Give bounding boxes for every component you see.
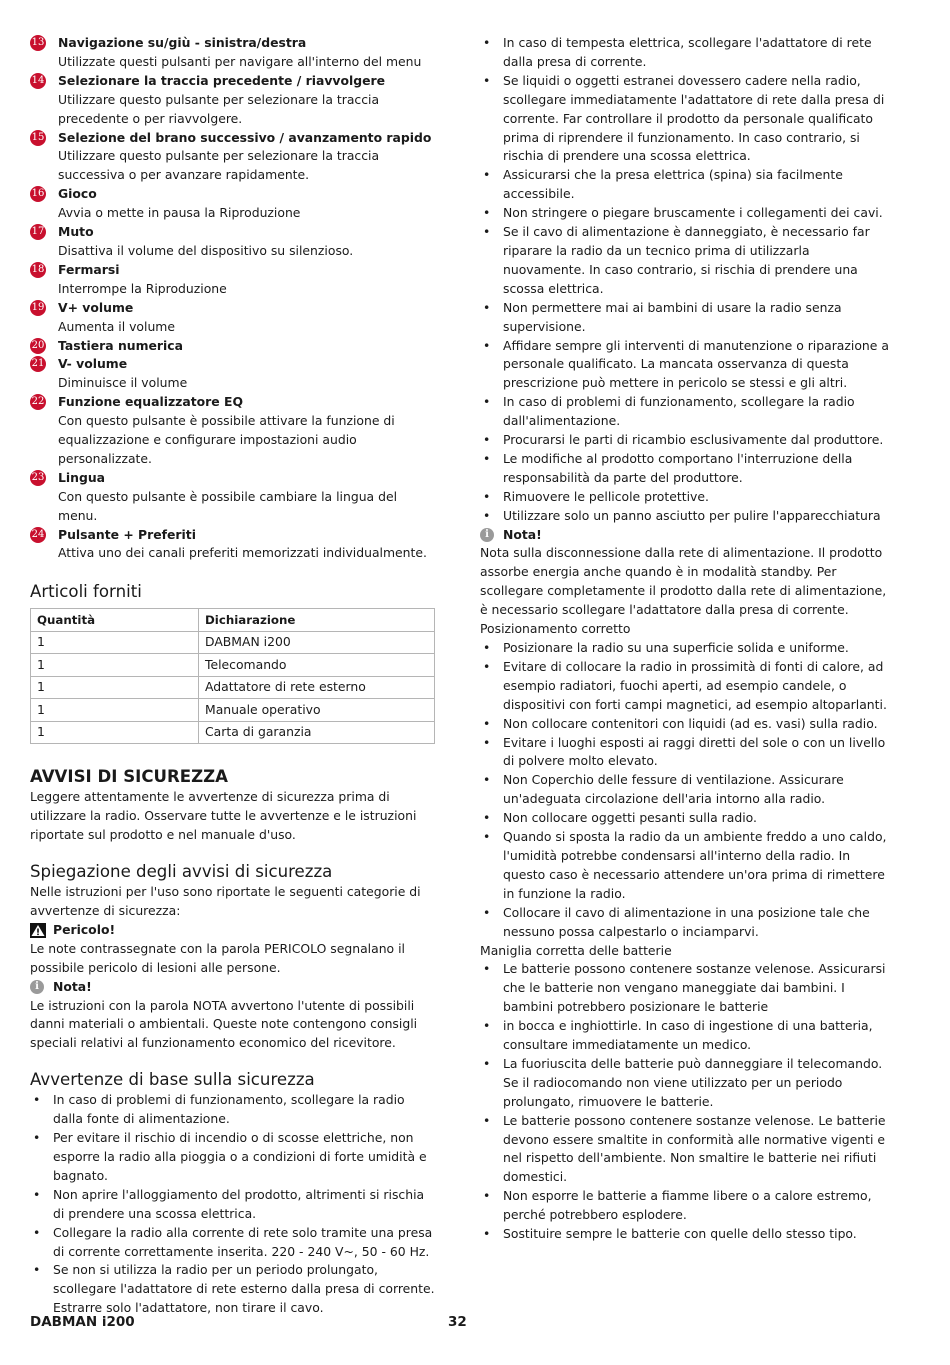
bullet-marker: •: [483, 450, 491, 466]
list-item: [480, 715, 890, 734]
positioning-title: Posizionamento corretto: [480, 621, 631, 637]
list-item-text: Affidare sempre gli interventi di manutenzione o riparazione a personale qualificato. La mancata osservanza di questa prescrizione può mettere in pericolo se stessi e gli altri.: [503, 337, 889, 391]
list-item-text: Rimuovere le pellicole protettive.: [503, 488, 709, 504]
list-item-text: Sostituire sempre le batterie con quelle dello stesso tipo.: [503, 1226, 857, 1242]
list-item: [480, 904, 890, 942]
note-text: Le istruzioni con la parola NOTA avvertono l'utente di possibili danni materiali o ambientali. Queste note contengono consigli speciali relativi al funzionamento economico del ricevitore.: [30, 997, 418, 1051]
danger-text: Le note contrassegnate con la parola PERICOLO segnalano il possibile pericolo di lesioni alle persone.: [30, 940, 405, 975]
footer-product: DABMAN i200: [30, 1314, 135, 1330]
button-item-title: Tastiera numerica: [58, 337, 183, 353]
button-item-title: Pulsante + Preferiti: [58, 526, 196, 542]
list-item: [480, 223, 890, 299]
list-item-text: Utilizzare solo un panno asciutto per pulire l'apparecchiatura: [503, 507, 881, 523]
bullet-marker: •: [483, 35, 491, 50]
number-badge: 19: [30, 300, 46, 316]
table-cell-quantity: 1: [31, 699, 199, 722]
bullet-marker: •: [483, 394, 491, 410]
button-item-description: Con questo pulsante è possibile cambiare la lingua del menu.: [58, 488, 398, 523]
button-item-title: Navigazione su/giù - sinistra/destra: [58, 35, 307, 50]
table-cell-quantity: 1: [31, 721, 199, 744]
info-icon: i: [30, 980, 44, 994]
bullet-marker: •: [483, 640, 491, 655]
button-item-description: Aumenta il volume: [58, 318, 175, 334]
list-item: [480, 337, 890, 394]
bullet-marker: •: [33, 1262, 41, 1278]
list-item-text: Per evitare il rischio di incendio o di scosse elettriche, non esporre la radio alla pioggia o a condizioni di forte umidità e bagnato.: [53, 1130, 427, 1183]
list-item: [30, 1129, 435, 1186]
bullet-marker: •: [33, 1092, 41, 1108]
bullet-marker: •: [33, 1186, 41, 1202]
articoli-heading: Articoli forniti: [30, 582, 142, 602]
list-item-text: Non Coperchio delle fessure di ventilazione. Assicurare un'adeguata circolazione dell'aria intorno alla radio.: [503, 772, 844, 807]
note-title-row: [30, 978, 435, 997]
button-item-title: V+ volume: [58, 299, 134, 315]
right-note-title: Nota!: [503, 526, 542, 542]
table-header-description: Dichiarazione: [199, 609, 435, 632]
number-badge: 15: [30, 130, 46, 146]
bullet-marker: •: [483, 224, 491, 240]
right-column: [480, 34, 890, 1244]
button-item-title: Lingua: [58, 469, 106, 485]
list-item: [480, 809, 890, 828]
list-item: [480, 771, 890, 809]
safety-bullets-list: [480, 34, 890, 526]
table-header-quantity: Quantità: [31, 609, 199, 632]
right-note-text: Nota sulla disconnessione dalla rete di alimentazione. Il prodotto assorbe energia anche quando è in modalità standby. Per scollegare completamente il prodotto dalla rete di alimentazione, è necessario scollegare l'adattatore dalla presa di corrente.: [480, 545, 887, 618]
button-item: [30, 469, 435, 526]
list-item: [30, 1224, 435, 1262]
list-item: [480, 734, 890, 772]
button-item-title: Fermarsi: [58, 261, 120, 277]
list-item-text: Le modifiche al prodotto comportano l'interruzione della responsabilità da parte del produttore.: [503, 450, 853, 485]
list-item: [480, 72, 890, 167]
bullet-marker: •: [483, 1112, 491, 1128]
list-item-text: Le batterie possono contenere sostanze velenose. Assicurarsi che le batterie non vengano maneggiate dai bambini. I bambini potrebbero posizionare le batterie: [503, 961, 886, 1015]
bullet-marker: •: [483, 299, 491, 315]
list-item-text: Non collocare contenitori con liquidi (ad es. vasi) sulla radio.: [503, 715, 878, 731]
danger-title-row: [30, 921, 435, 940]
number-badge: 17: [30, 224, 46, 240]
warning-triangle-icon: [30, 923, 46, 938]
spiegazione-heading: Spiegazione degli avvisi di sicurezza: [30, 862, 333, 882]
list-item: [480, 450, 890, 488]
list-item: [480, 639, 890, 658]
list-item-text: Evitare i luoghi esposti ai raggi diretti del sole o con un livello di polvere molto elevato.: [503, 734, 886, 769]
spiegazione-intro: Nelle istruzioni per l'uso sono riportate le seguenti categorie di avvertenze di sicurezza:: [30, 884, 421, 918]
bullet-marker: •: [33, 1224, 41, 1240]
bullet-marker: •: [483, 507, 491, 523]
button-item-description: Utilizzare questo pulsante per selezionare la traccia precedente o per riavvolgere.: [58, 91, 380, 126]
list-item: [480, 1112, 890, 1188]
number-badge: 18: [30, 262, 46, 278]
list-item: [480, 488, 890, 507]
danger-title: Pericolo!: [53, 921, 116, 937]
button-item-description: Utilizzate questi pulsanti per navigare all'interno del menu: [58, 53, 422, 69]
list-item: [480, 507, 890, 526]
list-item-text: Non stringere o piegare bruscamente i collegamenti dei cavi.: [503, 205, 883, 221]
button-item: [30, 129, 435, 186]
list-item-text: Se il cavo di alimentazione è danneggiato, è necessario far riparare la radio da un tecnico prima di utilizzarla nuovamente. In caso contrario, si rischia di prendere una scossa elettrica.: [503, 224, 870, 296]
number-badge: 24: [30, 527, 46, 543]
list-item-text: Collegare la radio alla corrente di rete solo tramite una presa di corrente correttamente inserita. 220 - 240 V~, 50 - 60 Hz.: [53, 1224, 433, 1259]
number-badge: 13: [30, 35, 46, 51]
button-item: [30, 526, 435, 564]
table-header-row: [31, 609, 435, 632]
list-item: [480, 299, 890, 337]
list-item-text: In caso di tempesta elettrica, scollegare l'adattatore di rete dalla presa di corrente.: [503, 35, 872, 69]
bullet-marker: •: [483, 904, 491, 920]
table-row: [31, 654, 435, 677]
articoli-table: [30, 608, 435, 744]
number-badge: 23: [30, 470, 46, 486]
list-item-text: Quando si sposta la radio da un ambiente freddo a uno caldo, l'umidità potrebbe condensarsi all'interno della radio. In questo caso è necessario attendere un'ora prima di rimettere in funzione la radio.: [503, 829, 887, 901]
bullet-marker: •: [483, 715, 491, 731]
button-item-description: Attiva uno dei canali preferiti memorizzati individualmente.: [58, 545, 427, 561]
bullet-marker: •: [483, 734, 491, 750]
button-item-title: V- volume: [58, 356, 128, 372]
button-item-title: Selezione del brano successivo / avanzamento rapido: [58, 129, 432, 145]
number-badge: 16: [30, 186, 46, 202]
number-badge: 22: [30, 394, 46, 410]
button-item: [30, 34, 435, 72]
number-badge: 20: [30, 338, 46, 354]
bullet-marker: •: [483, 1018, 491, 1034]
list-item: [480, 1225, 890, 1244]
button-item: [30, 355, 435, 393]
battery-list: [480, 960, 890, 1244]
list-item-text: La fuoriuscita delle batterie può danneggiare il telecomando. Se il radiocomando non viene utilizzato per un periodo prolungato, rimuovere le batterie.: [503, 1055, 883, 1109]
avvisi-text: Leggere attentamente le avvertenze di sicurezza prima di utilizzare la radio. Osservare tutte le avvertenze e le istruzioni riportate sul prodotto e nel manuale d'uso.: [30, 789, 417, 843]
button-item-title: Gioco: [58, 186, 97, 202]
table-cell-description: Adattatore di rete esterno: [199, 676, 435, 699]
button-item: [30, 337, 435, 356]
table-cell-quantity: 1: [31, 654, 199, 677]
button-item: [30, 299, 435, 337]
list-item-text: Non esporre le batterie a fiamme libere o a calore estremo, perché potrebbero esplodere.: [503, 1188, 872, 1223]
button-item: [30, 223, 435, 261]
button-item-title: Selezionare la traccia precedente / riavvolgere: [58, 72, 386, 88]
button-item-title: Funzione equalizzatore EQ: [58, 394, 243, 410]
list-item: [480, 828, 890, 904]
list-item: [480, 1017, 890, 1055]
list-item: [480, 1055, 890, 1112]
list-item-text: Non permettere mai ai bambini di usare la radio senza supervisione.: [503, 299, 842, 334]
bullet-marker: •: [483, 961, 491, 977]
bullet-marker: •: [483, 772, 491, 788]
positioning-list: [480, 639, 890, 942]
button-item: [30, 72, 435, 129]
list-item: [480, 431, 890, 450]
bullet-marker: •: [483, 658, 491, 674]
list-item: [30, 1091, 435, 1129]
bullet-marker: •: [483, 488, 491, 504]
number-badge: 21: [30, 356, 46, 372]
button-item-description: Con questo pulsante è possibile attivare la funzione di equalizzazione e configurare impostazioni audio personalizzate.: [58, 413, 395, 466]
button-item-description: Interrompe la Riproduzione: [58, 280, 227, 296]
button-item-description: Avvia o mette in pausa la Riproduzione: [58, 205, 301, 221]
list-item: [30, 1261, 435, 1318]
button-item-description: Utilizzare questo pulsante per selezionare la traccia successiva o per avanzare rapidamente.: [58, 148, 380, 183]
list-item: [30, 1186, 435, 1224]
bullet-marker: •: [33, 1130, 41, 1146]
table-cell-description: DABMAN i200: [199, 631, 435, 654]
table-row: [31, 676, 435, 699]
list-item-text: in bocca e inghiottirle. In caso di ingestione di una batteria, consultare immediatamente un medico.: [503, 1018, 873, 1053]
note-title: Nota!: [53, 978, 92, 994]
bullet-marker: •: [483, 72, 491, 88]
avvertenze-heading: Avvertenze di base sulla sicurezza: [30, 1070, 315, 1090]
table-cell-quantity: 1: [31, 631, 199, 654]
number-badge: 14: [30, 73, 46, 89]
list-item-text: Non aprire l'alloggiamento del prodotto, altrimenti si rischia di prendere una scossa elettrica.: [53, 1186, 425, 1221]
bullet-marker: •: [483, 1188, 491, 1204]
avvertenze-list: [30, 1091, 435, 1318]
list-item: [480, 166, 890, 204]
button-item: [30, 393, 435, 469]
list-item-text: In caso di problemi di funzionamento, scollegare la radio dalla fonte di alimentazione.: [53, 1092, 405, 1127]
list-item: [480, 393, 890, 431]
table-row: [31, 699, 435, 722]
bullet-marker: •: [483, 337, 491, 353]
table-cell-quantity: 1: [31, 676, 199, 699]
footer-page-number: 32: [448, 1314, 467, 1330]
list-item-text: Evitare di collocare la radio in prossimità di fonti di calore, ad esempio radiatori, fuochi aperti, ad esempio candele, o dispositivi con forti campi magnetici, ad esempio altoparlanti.: [503, 658, 887, 712]
bullet-marker: •: [483, 810, 491, 826]
bullet-marker: •: [483, 1055, 491, 1071]
bullet-marker: •: [483, 167, 491, 183]
list-item: [480, 204, 890, 223]
left-column: [30, 34, 435, 1318]
button-item-description: Diminuisce il volume: [58, 375, 188, 391]
list-item: [480, 658, 890, 715]
list-item-text: Se liquidi o oggetti estranei dovessero cadere nella radio, scollegare immediatamente l'adattatore di rete dalla presa di corrente. Far controllare il prodotto da personale qualificato prima di riprendere il funzionamento. In caso contrario, si rischia di prendere una scossa elettrica.: [503, 72, 885, 164]
avvisi-heading: AVVISI DI SICUREZZA: [30, 767, 228, 787]
remote-buttons-list: [30, 34, 435, 563]
list-item-text: Se non si utilizza la radio per un periodo prolungato, scollegare l'adattatore di rete esterno dalla presa di corrente. Estrarre solo l'adattatore, non tirare il cavo.: [53, 1262, 435, 1316]
list-item-text: Procurarsi le parti di ricambio esclusivamente dal produttore.: [503, 432, 884, 448]
list-item: [480, 1187, 890, 1225]
button-item-title: Muto: [58, 224, 94, 240]
bullet-marker: •: [483, 205, 491, 221]
list-item-text: Non collocare oggetti pesanti sulla radio.: [503, 810, 757, 826]
table-cell-description: Telecomando: [199, 654, 435, 677]
table-cell-description: Carta di garanzia: [199, 721, 435, 744]
list-item: [480, 960, 890, 1017]
info-icon: i: [480, 528, 494, 542]
list-item-text: Assicurarsi che la presa elettrica (spina) sia facilmente accessibile.: [503, 167, 843, 202]
bullet-marker: •: [483, 432, 491, 448]
button-item: [30, 185, 435, 223]
table-row: [31, 631, 435, 654]
bullet-marker: •: [483, 829, 491, 845]
right-note-title-row: [480, 526, 890, 545]
bullet-marker: •: [483, 1226, 491, 1242]
list-item-text: In caso di problemi di funzionamento, scollegare la radio dall'alimentazione.: [503, 394, 855, 429]
list-item-text: Collocare il cavo di alimentazione in una posizione tale che nessuno possa calpestarlo o inciamparvi.: [503, 904, 870, 939]
button-item: [30, 261, 435, 299]
list-item-text: Posizionare la radio su una superficie solida e uniforme.: [503, 640, 849, 655]
table-row: [31, 721, 435, 744]
list-item-text: Le batterie possono contenere sostanze velenose. Le batterie devono essere smaltite in conformità alle normative vigenti e nel rispetto dell'ambiente. Non smaltire le batterie nei rifiuti domestici.: [503, 1112, 886, 1185]
table-cell-description: Manuale operativo: [199, 699, 435, 722]
battery-title: Maniglia corretta delle batterie: [480, 942, 672, 958]
button-item-description: Disattiva il volume del dispositivo su silenzioso.: [58, 242, 354, 258]
list-item: [480, 34, 890, 72]
